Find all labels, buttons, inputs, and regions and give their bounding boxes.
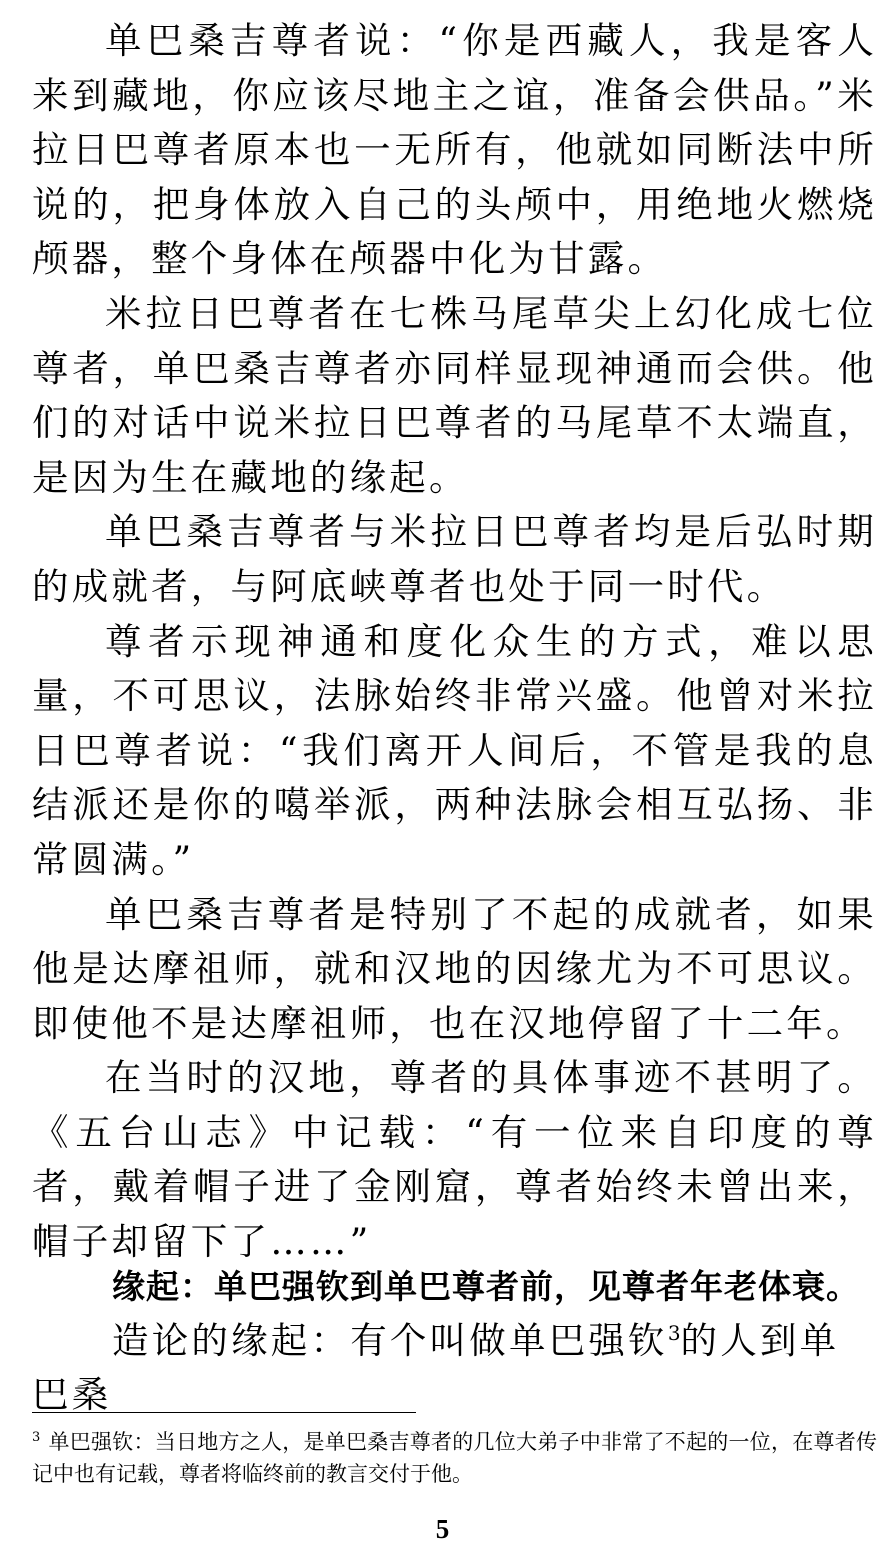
paragraph: 单巴桑吉尊者与米拉日巴尊者均是后弘时期的成就者，与阿底峡尊者也处于同一时代。 — [32, 510, 877, 608]
continuation-text-end: 的人到单巴桑 — [32, 1319, 840, 1416]
paragraph: 尊者示现神通和度化众生的方式，难以思量，不可思议，法脉始终非常兴盛。他曾对米拉日巴尊者说：“我们离开人间后，不管是我的息结派还是你的噶举派，两种法脉会相互弘扬、非常圆满。” — [32, 619, 877, 881]
body-text — [32, 14, 877, 1270]
paragraph: 单巴桑吉尊者是特别了不起的成就者，如果他是达摩祖师，就和汉地的因缘尤为不可思议。即使他不是达摩祖师，也在汉地停留了十二年。 — [32, 892, 877, 1045]
footnote — [32, 1426, 877, 1490]
paragraph: 单巴桑吉尊者说：“你是西藏人，我是客人来到藏地，你应该尽地主之谊，准备会供品。”米拉日巴尊者原本也一无所有，他就如同断法中所说的，把身体放入自己的头颅中，用绝地火燃烧颅器，整个身体在颅器中化为甘露。 — [32, 19, 877, 281]
footnote-divider — [32, 1412, 416, 1413]
section-block — [32, 1260, 877, 1422]
footnote-text: 单巴强钦：当日地方之人，是单巴桑吉尊者的几位大弟子中非常了不起的一位，在尊者传记中也有记载，尊者将临终前的教言交付于他。 — [32, 1430, 877, 1486]
continuation-text-start: 造论的缘起：有个叫做单巴强钦 — [112, 1319, 668, 1362]
page-number: 5 — [435, 1514, 450, 1544]
paragraph: 在当时的汉地，尊者的具体事迹不甚明了。《五台山志》中记载：“有一位来自印度的尊者，戴着帽子进了金刚窟，尊者始终未曾出来，帽子却留下了……” — [32, 1056, 877, 1264]
footnote-reference[interactable]: 3 — [667, 1320, 681, 1345]
paragraph: 米拉日巴尊者在七株马尾草尖上幻化成七位尊者，单巴桑吉尊者亦同样显现神通而会供。他们的对话中说米拉日巴尊者的马尾草不太端直，是因为生在藏地的缘起。 — [32, 291, 877, 499]
footnote-marker: 3 — [32, 1430, 41, 1445]
continuation-paragraph — [32, 1314, 877, 1422]
section-heading: 缘起：单巴强钦到单巴尊者前，见尊者年老体衰。 — [112, 1267, 860, 1306]
